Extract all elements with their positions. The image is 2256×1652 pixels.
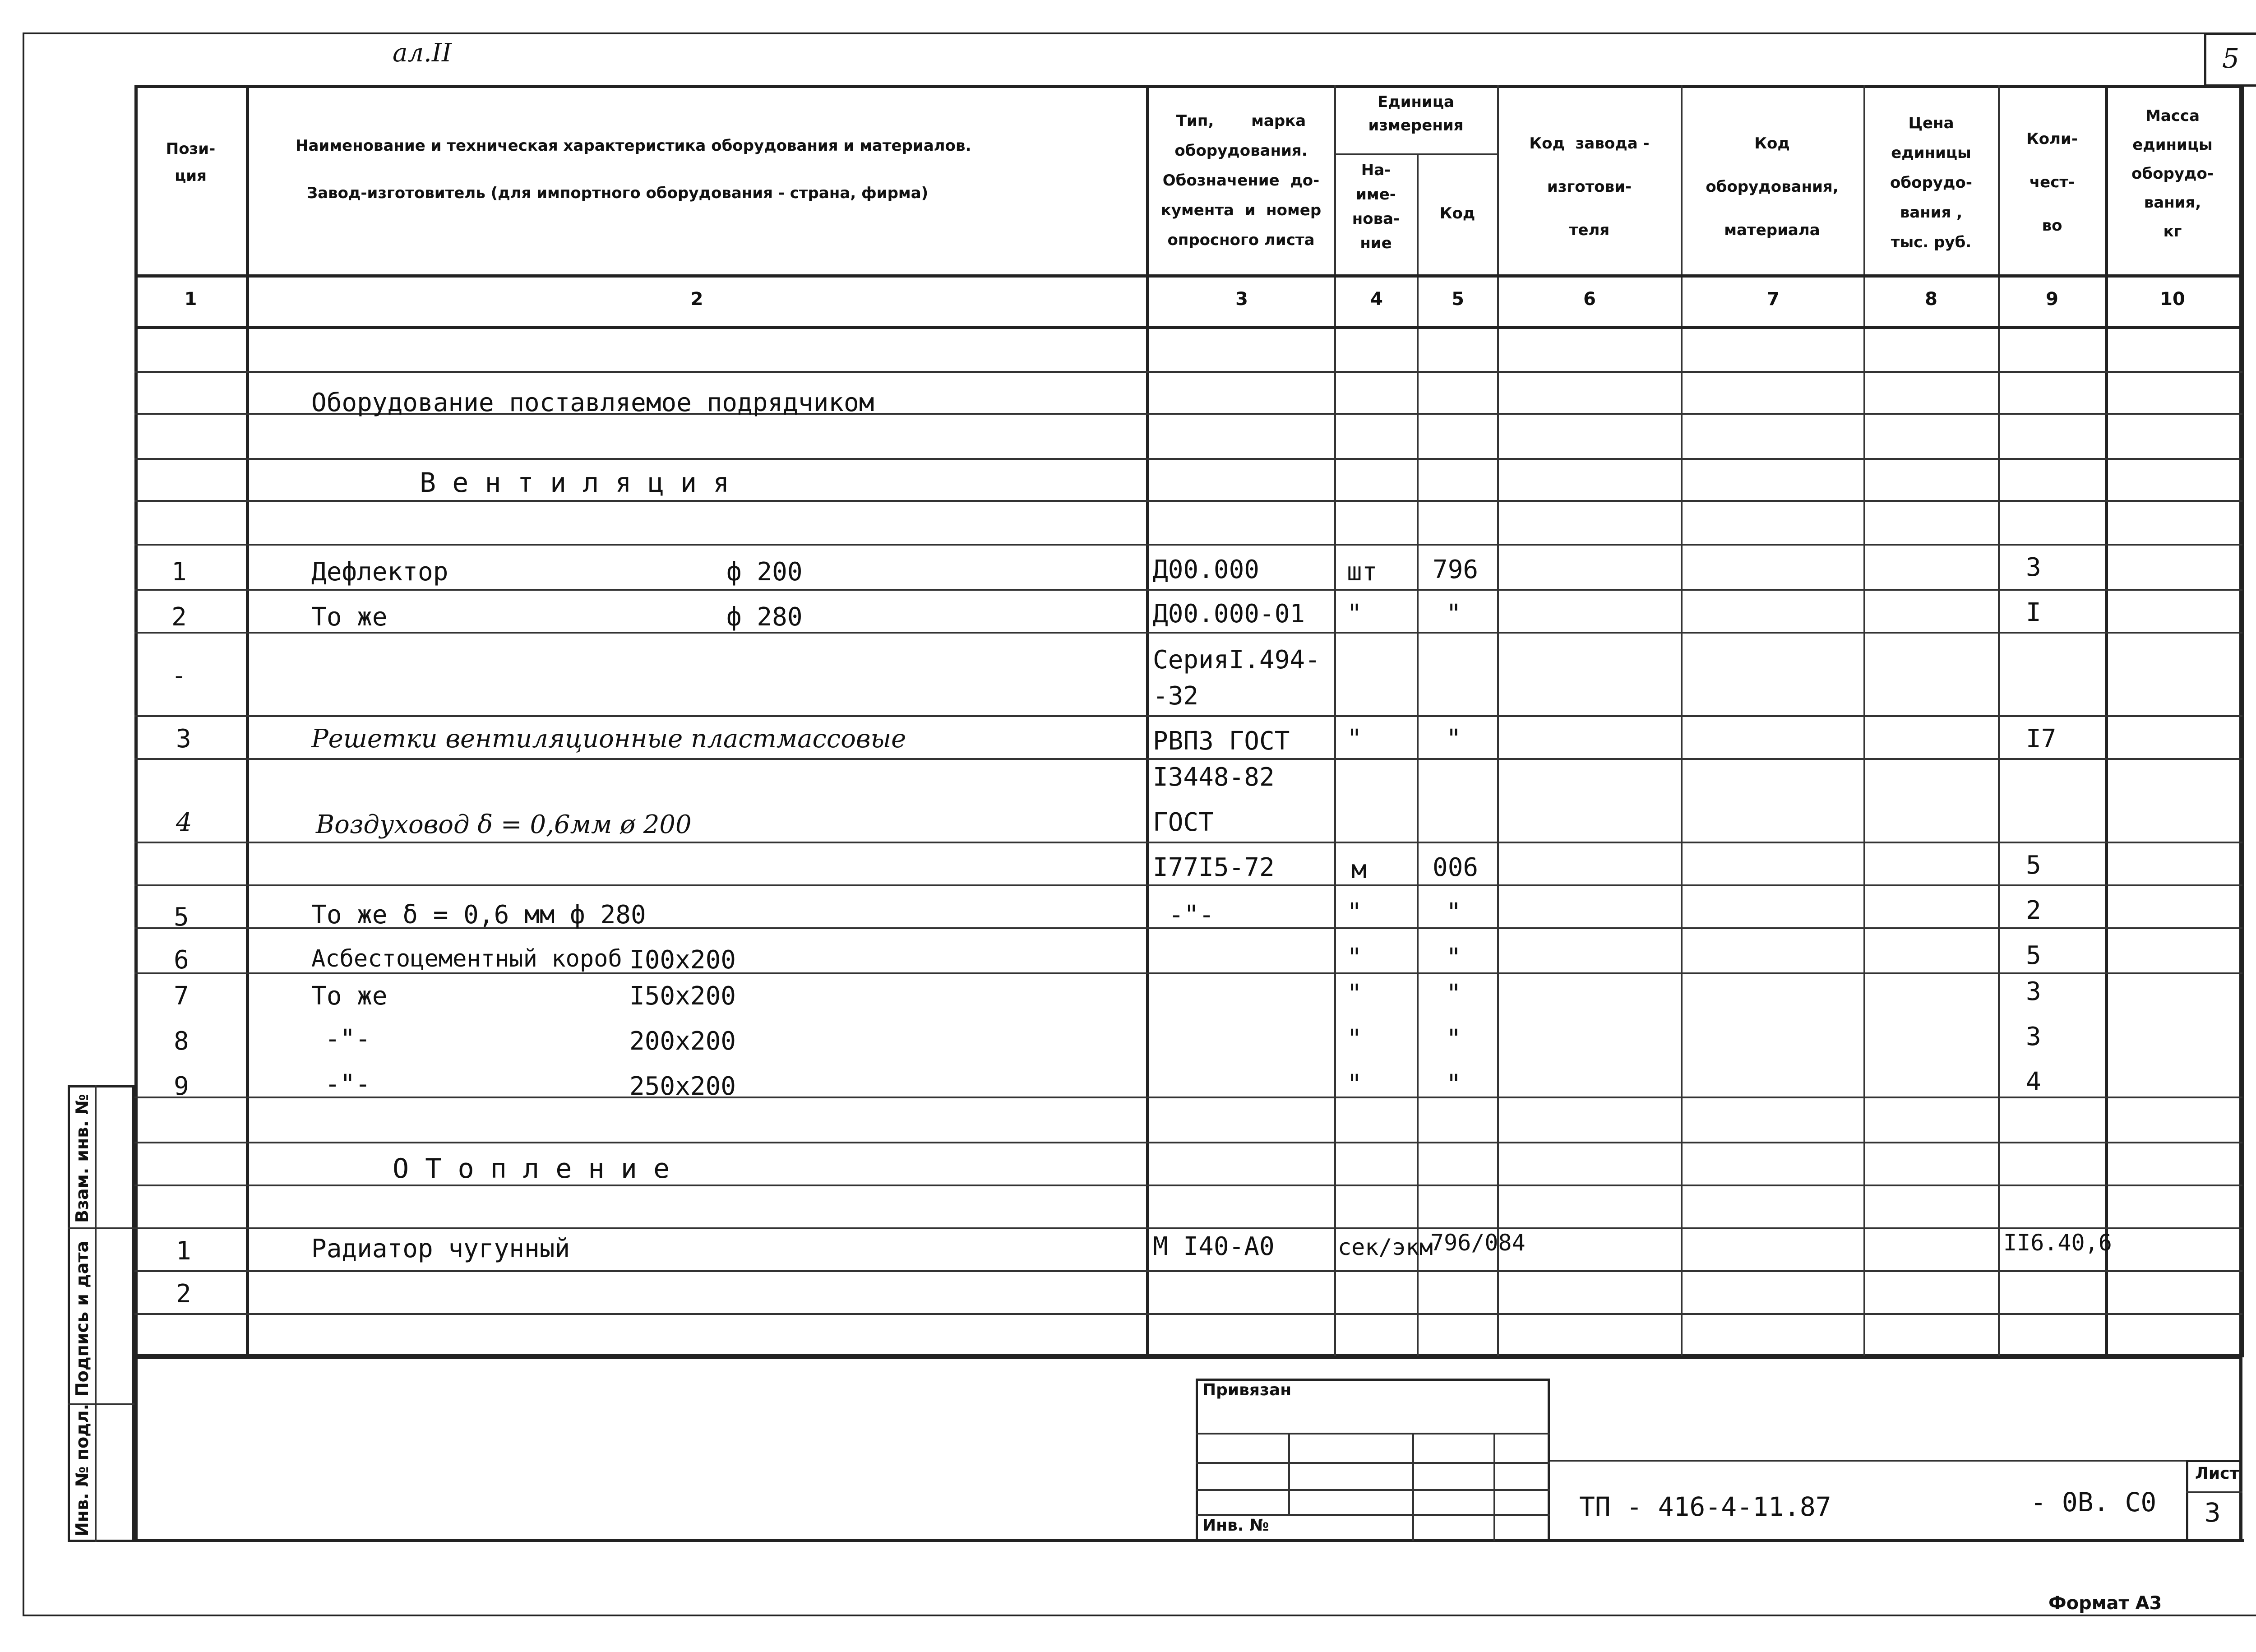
row-unit: " <box>1347 943 1362 972</box>
doc-code-line <box>1550 1460 2242 1462</box>
side-stamp-divider <box>95 1085 97 1542</box>
document-code: ТП - 416-4-11.87 <box>1579 1491 1831 1522</box>
row-quantity: II6.40,6 <box>2003 1230 2112 1256</box>
row-line <box>134 589 2242 591</box>
row-unit: " <box>1347 979 1362 1009</box>
row-line <box>134 1227 2242 1229</box>
privyazan-divider <box>1412 1433 1414 1541</box>
page-number-top: 5 <box>2222 43 2240 74</box>
numrow-bottom-line <box>134 326 2242 329</box>
colnum-6: 6 <box>1583 289 1596 310</box>
row-position: 2 <box>176 1279 191 1309</box>
row-diameter: ф 200 <box>726 557 803 587</box>
heating-title: О Т о п л е н и е <box>393 1153 670 1185</box>
privyazan-line <box>1196 1514 1550 1516</box>
row-position: 9 <box>174 1072 189 1101</box>
row-quantity: 5 <box>2026 851 2041 880</box>
row-name: Дефлектор <box>311 557 448 587</box>
header-mass: Масса единицы оборудо- вания, кг <box>2131 107 2214 241</box>
header-bottom-line <box>134 274 2242 278</box>
row-code: 796 <box>1433 555 1479 584</box>
row-name: То же <box>311 602 388 632</box>
row-position: - <box>171 661 187 690</box>
row-position: 7 <box>174 981 189 1011</box>
row-type: I77I5-72 <box>1153 853 1275 882</box>
row-type: ГОСТ <box>1153 808 1214 837</box>
row-position: 1 <box>171 557 187 587</box>
header-unit-name: На- име- нова- ние <box>1352 161 1400 252</box>
row-unit: сек/экм <box>1338 1234 1433 1260</box>
row-quantity: 3 <box>2026 977 2041 1006</box>
row-code: 006 <box>1433 853 1479 882</box>
row-code: " <box>1446 1024 1461 1054</box>
section-title: Оборудование поставляемое подрядчиком <box>311 388 874 417</box>
col-line-4 <box>1417 153 1419 1359</box>
row-code: " <box>1446 599 1461 629</box>
row-type: Д00.000 <box>1153 555 1260 584</box>
header-position: Пози- ция <box>166 140 216 185</box>
row-position: 1 <box>176 1236 191 1266</box>
colnum-10: 10 <box>2160 289 2185 310</box>
row-line <box>134 842 2242 843</box>
row-line <box>134 632 2242 634</box>
header-factory-code: Код завода - изготови- теля <box>1529 134 1650 239</box>
side-stamp-signature-date: Подпись и дата <box>72 1240 92 1397</box>
inv-number-label: Инв. № <box>1202 1516 1269 1535</box>
row-type: М I40-А0 <box>1153 1232 1275 1261</box>
row-quantity: 4 <box>2026 1067 2041 1097</box>
header-price: Цена единицы оборудо- вания , тыс. руб. <box>1890 114 1972 251</box>
privyazan-line <box>1196 1462 1550 1464</box>
colnum-2: 2 <box>690 289 703 310</box>
title-block-bottom <box>134 1539 2244 1542</box>
row-line <box>134 1270 2242 1272</box>
row-quantity: 3 <box>2026 553 2041 582</box>
row-line <box>134 1142 2242 1143</box>
row-diameter: ф 280 <box>726 602 803 632</box>
unit-subheader-line <box>1334 153 1497 155</box>
table-bottom-line <box>134 1356 2242 1359</box>
row-line <box>134 972 2242 974</box>
row-position: 2 <box>171 602 187 632</box>
row-line <box>134 715 2242 717</box>
colnum-7: 7 <box>1767 289 1780 310</box>
row-line <box>134 884 2242 886</box>
row-position: 4 <box>176 808 192 837</box>
row-position: 6 <box>174 945 189 975</box>
row-line <box>134 1097 2242 1098</box>
row-code: " <box>1446 979 1461 1009</box>
row-unit: " <box>1347 1024 1362 1054</box>
format-label: Формат А3 <box>2048 1593 2162 1614</box>
row-code: 796/084 <box>1430 1230 1526 1256</box>
privyazan-divider <box>1288 1433 1290 1514</box>
row-line <box>134 500 2242 502</box>
header-quantity: Коли- чест- во <box>2026 130 2078 235</box>
row-code: " <box>1446 1069 1461 1099</box>
row-name: -"- <box>325 1024 371 1054</box>
privyazan-label: Привязан <box>1202 1381 1292 1399</box>
row-type: РВП3 ГОСТ <box>1153 727 1290 756</box>
header-type: Тип, марка оборудования. Обозначение до- кумента и номер опросного листа <box>1160 112 1322 249</box>
row-type: СерияI.494- <box>1153 645 1320 675</box>
row-quantity: 2 <box>2026 896 2041 925</box>
row-name: Асбестоцементный короб <box>311 945 622 972</box>
header-name-line1: Наименование и техническая характеристика оборудования и материалов. <box>296 137 971 155</box>
side-stamp-original-inv: Инв. № подл. <box>72 1403 92 1536</box>
row-line <box>134 371 2242 373</box>
row-type: -32 <box>1153 681 1199 711</box>
row-name: Радиатор чугунный <box>311 1234 570 1263</box>
list-label: Лист <box>2195 1464 2239 1483</box>
row-size: I50x200 <box>629 981 736 1011</box>
colnum-3: 3 <box>1235 289 1248 310</box>
privyazan-line <box>1196 1489 1550 1491</box>
row-quantity: 5 <box>2026 941 2041 970</box>
row-type: -"- <box>1169 900 1215 930</box>
row-line <box>134 458 2242 460</box>
ventilation-title: В е н т и л я ц и я <box>420 467 730 499</box>
header-equipment-code: Код оборудования, материала <box>1706 134 1839 239</box>
row-name: То же <box>311 981 388 1011</box>
row-code: " <box>1446 724 1461 754</box>
row-unit: " <box>1347 898 1362 927</box>
header-unit-code: Код <box>1439 204 1475 222</box>
privyazan-line <box>1196 1433 1550 1435</box>
row-name: -"- <box>325 1069 371 1099</box>
row-name: Решетки вентиляционные пластмассовые <box>311 724 906 754</box>
row-size: 250x200 <box>629 1072 736 1101</box>
row-unit: м <box>1351 855 1367 884</box>
list-box-line <box>2186 1491 2242 1493</box>
row-size: I00x200 <box>629 945 736 975</box>
row-quantity: 3 <box>2026 1022 2041 1051</box>
document-suffix: - 0В. С0 <box>2030 1487 2157 1518</box>
colnum-9: 9 <box>2046 289 2058 310</box>
row-line <box>134 758 2242 760</box>
row-name: То же δ = 0,6 мм ф 280 <box>311 900 646 930</box>
side-stamp-line <box>68 1227 134 1229</box>
row-unit: " <box>1347 724 1362 754</box>
row-quantity: I7 <box>2026 724 2057 754</box>
row-unit: шт <box>1347 557 1378 587</box>
row-name: Воздуховод δ = 0,6мм ø 200 <box>316 810 692 839</box>
privyazan-divider <box>1493 1433 1495 1541</box>
row-line <box>134 1313 2242 1315</box>
row-type: Д00.000-01 <box>1153 599 1305 629</box>
colnum-8: 8 <box>1925 289 1937 310</box>
row-position: 8 <box>174 1027 189 1056</box>
page-mark: ал.II <box>393 38 452 68</box>
colnum-5: 5 <box>1452 289 1464 310</box>
row-unit: " <box>1347 1069 1362 1099</box>
row-type: I3448-82 <box>1153 763 1275 792</box>
row-line <box>134 1185 2242 1186</box>
header-unit: Единица измерения <box>1368 93 1464 134</box>
title-block-left <box>134 1356 138 1541</box>
row-code: " <box>1446 943 1461 972</box>
row-size: 200x200 <box>629 1027 736 1056</box>
row-unit: " <box>1347 599 1362 629</box>
header-name-line2: Завод-изготовитель (для импортного оборудования - страна, фирма) <box>307 184 929 202</box>
row-position: 3 <box>176 724 191 754</box>
list-number: 3 <box>2204 1497 2221 1528</box>
row-quantity: I <box>2026 598 2041 627</box>
row-code: " <box>1446 898 1461 927</box>
side-stamp-replace-inv: Взам. инв. № <box>72 1094 92 1223</box>
colnum-4: 4 <box>1370 289 1383 310</box>
colnum-1: 1 <box>184 289 197 310</box>
row-line <box>134 544 2242 546</box>
row-position: 5 <box>174 902 189 932</box>
